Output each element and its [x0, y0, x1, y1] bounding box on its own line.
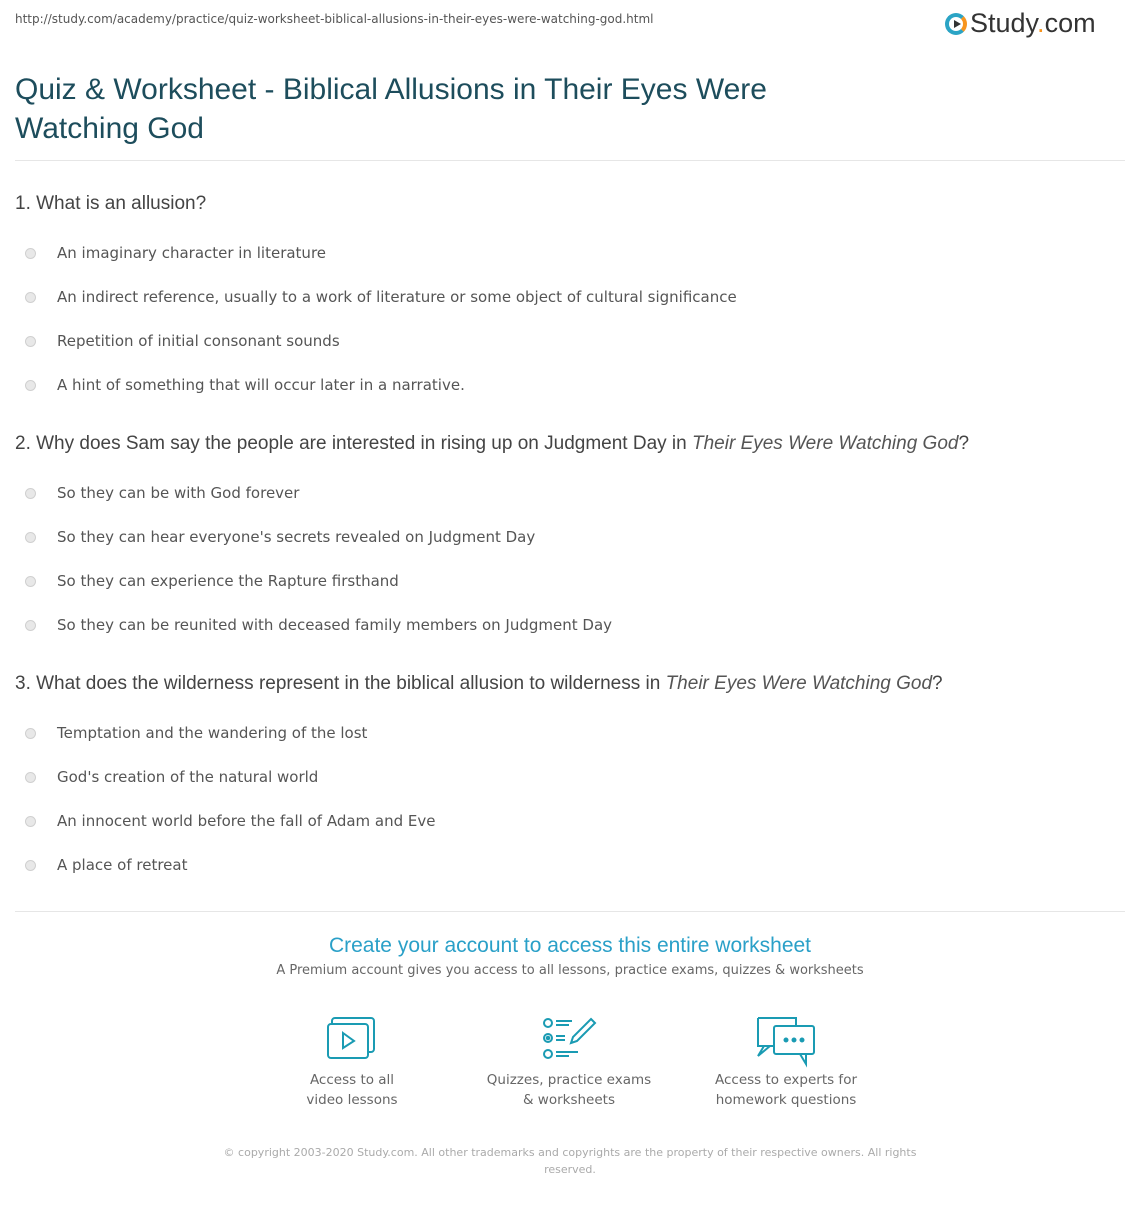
radio-button[interactable]: [25, 532, 36, 543]
answer-option[interactable]: [15, 843, 1125, 887]
cta-subtitle: A Premium account gives you access to all lessons, practice exams, quizzes & worksheets: [276, 963, 864, 978]
feature-line: homework questions: [715, 1092, 857, 1108]
answer-text: An innocent world before the fall of Adam and Eve: [57, 812, 436, 830]
radio-button[interactable]: [25, 488, 36, 499]
answer-text: So they can hear everyone's secrets revealed on Judgment Day: [57, 528, 536, 546]
radio-button[interactable]: [25, 620, 36, 631]
radio-button[interactable]: [25, 292, 36, 303]
answer-option[interactable]: [15, 471, 1125, 515]
logo-name: Study: [970, 8, 1038, 38]
feature-line: Access to experts for: [714, 1072, 857, 1088]
answer-option[interactable]: [15, 363, 1125, 407]
question-text: [15, 673, 1125, 695]
question-suffix: ?: [932, 673, 943, 694]
answer-text: Repetition of initial consonant sounds: [57, 332, 340, 350]
question-title-italic: Their Eyes Were Watching God: [692, 433, 959, 454]
answer-option[interactable]: [15, 603, 1125, 647]
answer-text: Temptation and the wandering of the lost: [57, 724, 368, 742]
answer-option[interactable]: [15, 231, 1125, 275]
feature-experts: [686, 1016, 886, 1110]
feature-line: Quizzes, practice exams: [486, 1072, 652, 1088]
question-label: 3. What does the wilderness represent in the biblical allusion to wilderness in: [15, 673, 666, 694]
divider: [15, 160, 1125, 161]
chat-icon: [754, 1016, 818, 1068]
question-label: 1. What is an allusion?: [15, 193, 207, 214]
answer-option[interactable]: [15, 515, 1125, 559]
question-suffix: ?: [958, 433, 970, 454]
radio-button[interactable]: [25, 380, 36, 391]
answer-text: An indirect reference, usually to a work of literature or some object of cultural significance: [57, 288, 737, 306]
radio-button[interactable]: [25, 248, 36, 259]
study-logo[interactable]: [945, 8, 1096, 39]
page-title: Quiz & Worksheet - Biblical Allusions in Their Eyes Were Watching God: [15, 73, 767, 145]
answer-option[interactable]: [15, 559, 1125, 603]
logo-dot: .: [1037, 8, 1045, 38]
radio-button[interactable]: [25, 772, 36, 783]
feature-video: [252, 1016, 452, 1110]
question-text: [15, 433, 1125, 455]
page-url: http://study.com/academy/practice/quiz-worksheet-biblical-allusions-in-their-eyes-were-watching-god.html: [15, 12, 654, 26]
answer-text: So they can be with God forever: [57, 484, 300, 502]
question-label: 2. Why does Sam say the people are interested in rising up on Judgment Day in: [15, 433, 692, 454]
video-icon: [326, 1016, 378, 1060]
feature-line: & worksheets: [522, 1092, 615, 1108]
radio-button[interactable]: [25, 576, 36, 587]
answer-option[interactable]: [15, 799, 1125, 843]
answer-text: So they can be reunited with deceased family members on Judgment Day: [57, 616, 613, 634]
play-logo-icon: [945, 13, 967, 35]
answer-text: An imaginary character in literature: [57, 244, 327, 262]
answer-text: God's creation of the natural world: [57, 768, 319, 786]
logo-tld: com: [1044, 8, 1096, 38]
feature-line: video lessons: [306, 1092, 398, 1108]
feature-line: Access to all: [309, 1072, 395, 1088]
divider: [15, 911, 1125, 912]
question-2: [15, 433, 1125, 647]
question-3: [15, 673, 1125, 887]
radio-button[interactable]: [25, 336, 36, 347]
feature-quizzes: [469, 1016, 669, 1110]
radio-button[interactable]: [25, 728, 36, 739]
answer-option[interactable]: [15, 319, 1125, 363]
question-text: [15, 193, 1125, 215]
quiz-icon: [541, 1016, 597, 1060]
question-1: [15, 193, 1125, 407]
answer-text: A hint of something that will occur later in a narrative.: [57, 376, 465, 394]
answer-text: So they can experience the Rapture firsthand: [57, 572, 399, 590]
radio-button[interactable]: [25, 816, 36, 827]
cta-link[interactable]: Create your account to access this entire worksheet: [328, 934, 812, 957]
answer-option[interactable]: [15, 711, 1125, 755]
answer-text: A place of retreat: [57, 856, 188, 874]
answer-option[interactable]: [15, 275, 1125, 319]
signup-cta: [0, 934, 1140, 978]
question-title-italic: Their Eyes Were Watching God: [665, 673, 933, 694]
copyright: © copyright 2003-2020 Study.com. All other trademarks and copyrights are the property of their respective owners. All rights reserved.: [223, 1146, 917, 1176]
radio-button[interactable]: [25, 860, 36, 871]
answer-option[interactable]: [15, 755, 1125, 799]
